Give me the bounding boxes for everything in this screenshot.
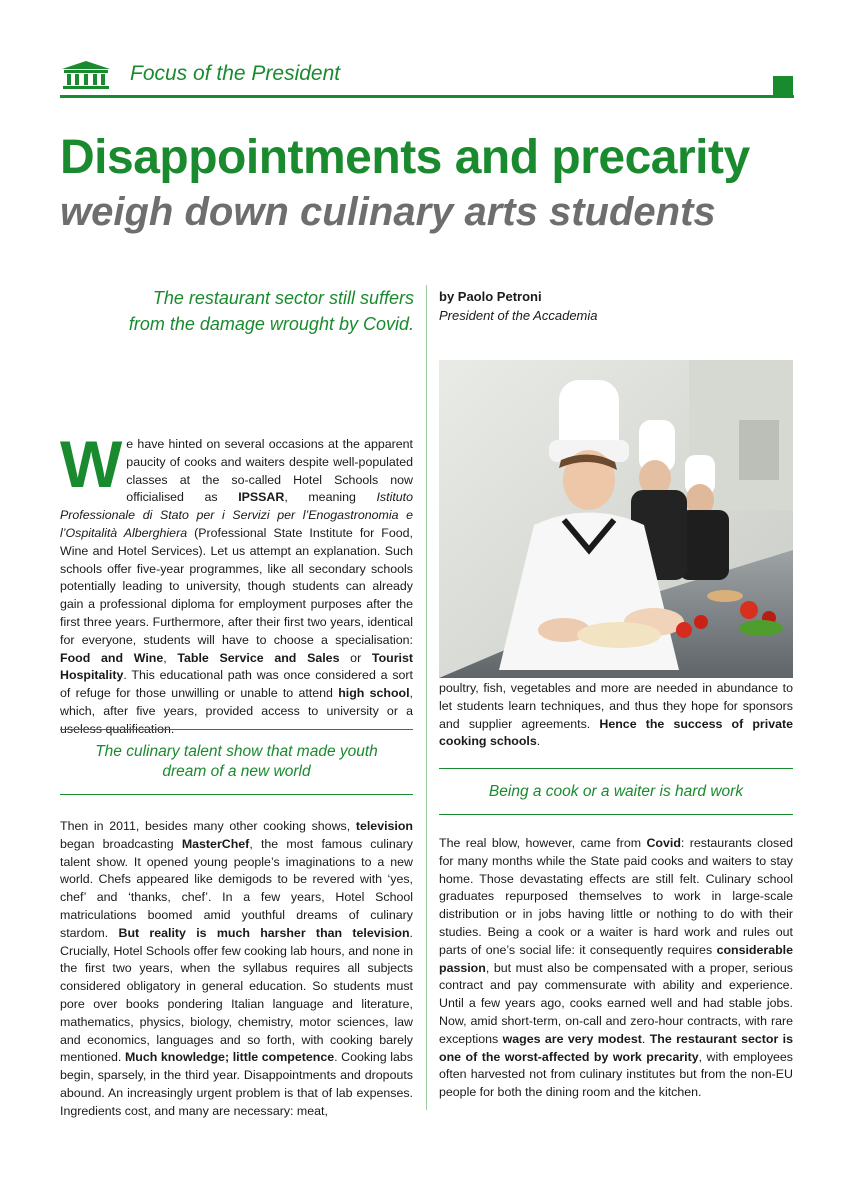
article-title: Disappointments and precarity — [60, 131, 750, 184]
text-run: , with employees often harvested not from culinary institutes but from the non-EU people for both the dining room and the kitchen. — [439, 1049, 793, 1100]
pull-quote — [60, 729, 413, 795]
text-run-bold: wages are very modest — [502, 1031, 642, 1046]
article-subtitle: weigh down culinary arts students — [60, 190, 716, 234]
text-run-bold: Tourist Hospitality — [60, 650, 413, 683]
text-run: poultry, fish, vegetables and more are needed in abundance to let students learn techniques, and thus they hope for sponsors and supplier agreements. — [439, 681, 793, 731]
text-run: e have hinted on several occasions at the apparent paucity of cooks and waiters despite well-populated classes at the so-called Hotel Schools now officialised as — [126, 437, 413, 505]
text-run-bold: Food and Wine — [60, 650, 164, 665]
text-run-bold: television — [355, 819, 413, 833]
text-run: . — [536, 734, 541, 749]
text-run-bold: Much knowledge; little competence — [124, 1050, 335, 1065]
text-run: . Crucially, Hotel Schools offer few cooking lab hours, and none in the first two years, when the syllabus requires all subjects considered obligatory in general education. So students must pore over books pondering Italian language and literature, mathematics, physics, biology, chemistry, motor sciences, law and economics, languages and so forth, with cooking barely mentioned. — [60, 925, 413, 1065]
body-paragraph — [60, 427, 413, 739]
text-run-bold: Table Service and Sales — [177, 650, 340, 665]
pull-quote-line: The culinary talent show that made youth — [95, 743, 378, 760]
text-run: . This educational path was once considered a sort of refuge for those unwilling or unable to attend — [60, 668, 413, 701]
byline-role: President of the Accademia — [439, 308, 598, 323]
text-run: . — [641, 1031, 650, 1046]
body-paragraph — [439, 835, 793, 1102]
deck-line: from the damage wrought by Covid. — [128, 314, 414, 334]
body-paragraph — [439, 680, 793, 751]
text-run: . Cooking labs begin, sparsely, in the third year. Disappointments and dropouts abound. An increasingly urgent problem is that of lab expenses. Ingredients cost, and many are necessary: meat, — [60, 1050, 413, 1118]
text-run-bold: But reality is much harsher than television — [118, 925, 410, 940]
text-run-bold: IPSSAR — [238, 490, 285, 505]
deck-line: The restaurant sector still suffers — [152, 288, 414, 308]
text-run: , — [163, 650, 178, 665]
body-paragraph — [60, 818, 413, 1121]
text-run: began broadcasting — [60, 836, 182, 851]
byline — [439, 287, 598, 325]
text-run-italic: Istituto Professionale di Stato per i Servizi per l’Enogastronomia e l’Ospitalità Alberghiera — [60, 490, 413, 540]
pull-quote — [439, 768, 793, 815]
text-run: , the most famous culinary talent show. It opened young people’s imaginations to a new world. Chefs appeared like demigods to be revered with ‘yes, chef’ and ‘thanks, chef’. In a few years, Hotel School matriculations boomed amid youthful dreams of culinary stardom. — [60, 836, 413, 940]
header-rule — [60, 95, 794, 98]
text-run-bold: high school — [338, 686, 410, 701]
text-run-bold: MasterChef — [181, 836, 250, 851]
section-header — [60, 58, 794, 98]
text-run: Then in 2011, besides many other cooking shows, — [60, 819, 356, 833]
text-run: (Professional State Institute for Food, Wine and Hotel Services). Let us attempt an explanation. Such schools offer five-year programmes, like all secondary schools potentially leading to university, though students can already gain a professional diploma for employment purposes after the first three years. Furthermore, after their first two years, identical for everyone, students will have to choose a specialisation: — [60, 525, 413, 647]
text-run: , meaning — [284, 490, 377, 505]
text-run: , but must also be compensated with a proper, serious contract and pay commensurate with ability and experience. Until a few years ago, cooks earned well and had stable jobs. Now, amid short-term, on-call and zero-hour contracts, with rare exceptions — [439, 960, 793, 1046]
byline-author: by Paolo Petroni — [439, 289, 542, 304]
drop-cap: W — [60, 427, 123, 501]
text-run: : restaurants closed for many months while the State paid cooks and waiters to stay home. Those devastating effects are still felt. Culinary school graduates repurposed themselves to work in large-scale distribution or in jobs having little or nothing to do with their studies. Being a cook or a waiter is hard work and rules out parts of one’s social life: it consequently requires — [439, 836, 793, 957]
text-run-bold: Hence the success of private cooking schools — [439, 716, 793, 749]
text-run-bold: considerable passion — [439, 942, 793, 975]
article-deck — [80, 285, 414, 337]
temple-icon — [60, 60, 112, 90]
text-run: The real blow, however, came from — [439, 836, 647, 850]
section-label: Focus of the President — [130, 62, 341, 85]
text-run: , which, after five years, provided access to university or a useless qualification. — [60, 686, 413, 736]
pull-quote-line: Being a cook or a waiter is hard work — [488, 782, 744, 800]
chefs-cooking-photo — [439, 360, 793, 678]
pull-quote-line: dream of a new world — [162, 763, 311, 780]
text-run: or — [339, 650, 372, 665]
header-square — [773, 76, 793, 96]
text-run-bold: Covid — [646, 836, 681, 850]
column-divider — [426, 285, 427, 1110]
text-run-bold: The restaurant sector is one of the worst-affected by work precarity — [439, 1031, 794, 1064]
